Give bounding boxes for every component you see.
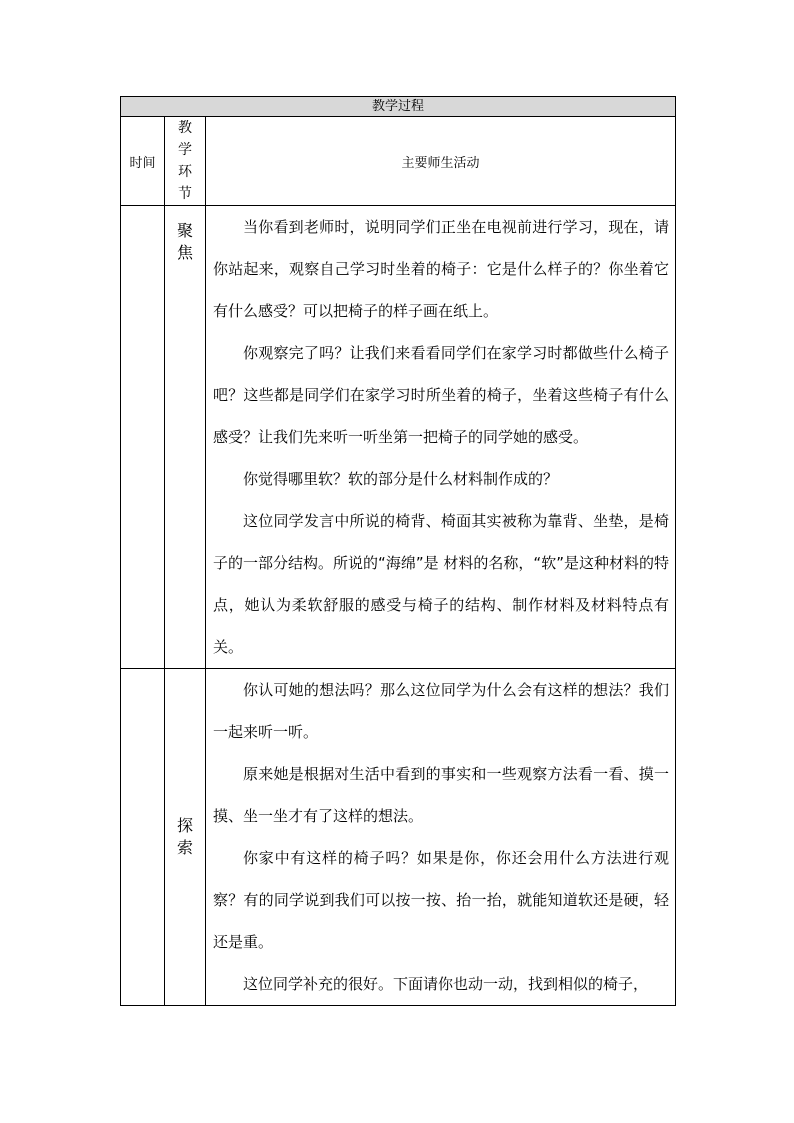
paragraph: 当你看到老师时，说明同学们正坐在电视前进行学习，现在，请你站起来，观察自己学习时坐着的椅子：它是什么样子的？你坐着它有什么感受？可以把椅子的样子画在纸上。 [213, 218, 669, 320]
table-row-focus [121, 206, 676, 669]
row-focus-stage [165, 206, 206, 669]
header-activity: 主要师生活动 [206, 117, 676, 206]
row-explore-stage [165, 669, 206, 1006]
paragraph: 你认可她的想法吗？那么这位同学为什么会有这样的想法？我们一起来听一听。 [213, 681, 669, 741]
paragraph: 这位同学发言中所说的椅背、椅面其实被称为靠背、坐垫，是椅子的一部分结构。所说的“海绵”是 材料的名称，“软”是这种材料的特点，她认为柔软舒服的感受与椅子的结构、制作材料及材料特点有关。 [213, 512, 669, 656]
row-focus-activity [206, 206, 676, 669]
row-explore-time [121, 669, 165, 1006]
row-explore-activity [206, 669, 676, 1006]
paragraph: 你观察完了吗？让我们来看看同学们在家学习时都做些什么椅子吧？这些都是同学们在家学习时所坐着的椅子，坐着这些椅子有什么感受？让我们先来听一听坐第一把椅子的同学她的感受。 [213, 344, 669, 446]
paragraph: 你觉得哪里软？软的部分是什么材料制作成的？ [243, 470, 559, 488]
table-header-row [121, 117, 676, 206]
paragraph: 原来她是根据对生活中看到的事实和一些观察方法看一看、摸一摸、坐一坐才有了这样的想法。 [213, 765, 669, 825]
paragraph: 你家中有这样的椅子吗？如果是你，你还会用什么方法进行观察？有的同学说到我们可以按一按、抬一抬，就能知道软还是硬，轻还是重。 [213, 849, 669, 951]
paragraph: 这位同学补充的很好。下面请你也动一动，找到相似的椅子， [243, 975, 649, 993]
table-title: 教学过程 [121, 97, 676, 117]
teaching-process-table [120, 96, 676, 1006]
row-focus-time [121, 206, 165, 669]
stage-label-explore: 探索 [177, 816, 194, 857]
stage-label-focus: 聚焦 [177, 221, 194, 262]
table-title-row [121, 97, 676, 117]
header-time: 时间 [121, 117, 165, 206]
header-stage-label: 教学环节 [178, 120, 192, 202]
header-stage [165, 117, 206, 206]
table-row-explore [121, 669, 676, 1006]
